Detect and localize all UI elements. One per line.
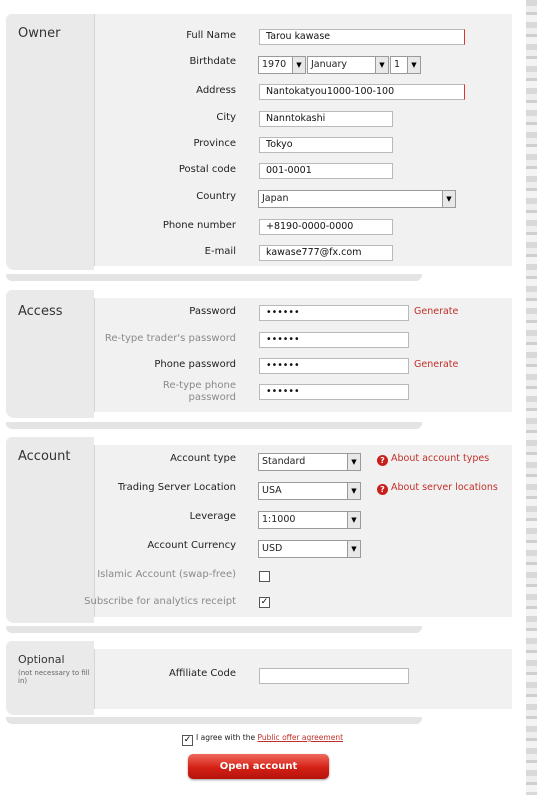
- about-account-types-text: About account types: [391, 453, 490, 464]
- email-label: E-mail: [204, 246, 236, 257]
- section-divider: [6, 274, 422, 281]
- chevron-down-icon: ▼: [442, 191, 455, 207]
- postal-code-label: Postal code: [178, 164, 236, 175]
- optional-fields: [94, 649, 512, 709]
- address-label: Address: [196, 85, 236, 96]
- owner-sidebar: [6, 14, 94, 270]
- retype-phone-password-input[interactable]: ••••••: [259, 384, 409, 400]
- account-section: [6, 437, 512, 623]
- country-select[interactable]: [258, 190, 456, 208]
- help-icon: ?: [377, 455, 388, 466]
- affiliate-code-label: Affiliate Code: [168, 668, 236, 679]
- optional-sidebar: [6, 641, 94, 715]
- generate-phone-password-link[interactable]: Generate: [414, 359, 459, 370]
- account-type-value: Standard: [262, 456, 306, 467]
- islamic-account-checkbox[interactable]: [259, 571, 270, 582]
- phone-input[interactable]: +8190-0000-0000: [259, 219, 393, 235]
- chevron-down-icon: ▼: [375, 57, 388, 73]
- birth-year-select[interactable]: [258, 56, 306, 74]
- agreement-row: [182, 733, 343, 746]
- about-account-types-link[interactable]: [377, 453, 489, 466]
- leverage-label: Leverage: [189, 511, 236, 522]
- chevron-down-icon: ▼: [407, 57, 420, 73]
- checkmark-icon: ✓: [260, 597, 269, 607]
- server-location-label: Trading Server Location: [117, 482, 236, 493]
- optional-subtitle: (not necessary to fill in): [18, 669, 90, 685]
- full-name-input[interactable]: Tarou kawase: [259, 29, 465, 45]
- section-divider: [6, 626, 422, 633]
- province-label: Province: [193, 138, 236, 149]
- optional-section: [6, 641, 512, 715]
- generate-password-link[interactable]: Generate: [414, 306, 459, 317]
- country-label: Country: [196, 191, 236, 202]
- birth-month-select[interactable]: [307, 56, 389, 74]
- agreement-text: I agree with the: [196, 733, 256, 742]
- chevron-down-icon: ▼: [347, 454, 360, 470]
- help-icon: ?: [377, 484, 388, 495]
- affiliate-code-input[interactable]: [259, 668, 409, 684]
- access-title: Access: [18, 304, 63, 319]
- phone-password-label: Phone password: [154, 359, 236, 370]
- birth-month-value: January: [311, 59, 348, 70]
- phone-label: Phone number: [162, 220, 236, 231]
- account-currency-select[interactable]: [258, 540, 361, 558]
- page-edge-strip: [526, 0, 537, 795]
- city-input[interactable]: Nanntokashi: [259, 111, 393, 127]
- leverage-select[interactable]: [258, 511, 361, 529]
- account-currency-value: USD: [262, 543, 283, 554]
- chevron-down-icon: ▼: [347, 541, 360, 557]
- password-input[interactable]: ••••••: [259, 305, 409, 321]
- account-fields: [84, 445, 512, 617]
- postal-code-input[interactable]: 001-0001: [259, 163, 393, 179]
- account-title: Account: [18, 449, 71, 464]
- agreement-checkbox[interactable]: [182, 735, 193, 746]
- birthdate-label: Birthdate: [189, 56, 236, 67]
- optional-title: Optional: [18, 653, 65, 666]
- section-divider: [6, 422, 422, 429]
- retype-password-label: Re-type trader's password: [104, 333, 236, 344]
- birth-day-select[interactable]: [390, 56, 421, 74]
- account-type-select[interactable]: [258, 453, 361, 471]
- access-section: [6, 290, 512, 418]
- chevron-down-icon: ▼: [292, 57, 305, 73]
- chevron-down-icon: ▼: [347, 512, 360, 528]
- chevron-down-icon: ▼: [347, 483, 360, 499]
- server-location-value: USA: [262, 485, 282, 496]
- country-value: Japan: [262, 193, 289, 204]
- password-label: Password: [189, 306, 236, 317]
- leverage-value: 1:1000: [262, 514, 296, 525]
- full-name-label: Full Name: [186, 30, 236, 41]
- about-server-locations-text: About server locations: [391, 482, 498, 493]
- subscribe-analytics-checkbox[interactable]: [259, 597, 270, 608]
- account-type-label: Account type: [170, 453, 236, 464]
- islamic-account-label: Islamic Account (swap-free): [97, 569, 236, 580]
- birth-year-value: 1970: [262, 59, 287, 70]
- owner-section: [6, 14, 512, 270]
- open-account-button[interactable]: Open account: [188, 754, 329, 779]
- city-label: City: [216, 112, 236, 123]
- access-fields: [94, 298, 512, 412]
- public-offer-link[interactable]: Public offer agreement: [257, 733, 344, 742]
- checkmark-icon: ✓: [183, 735, 192, 745]
- owner-title: Owner: [18, 26, 61, 41]
- owner-fields: [94, 14, 512, 266]
- retype-password-input[interactable]: ••••••: [259, 332, 409, 348]
- subscribe-analytics-label: Subscribe for analytics receipt: [84, 596, 236, 607]
- address-input[interactable]: Nantokatyou1000-100-100: [259, 84, 465, 100]
- birth-day-value: 1: [394, 59, 401, 70]
- email-input[interactable]: kawase777@fx.com: [259, 245, 393, 261]
- section-divider: [6, 717, 422, 724]
- about-server-locations-link[interactable]: [377, 482, 498, 495]
- account-sidebar: [6, 437, 94, 623]
- account-currency-label: Account Currency: [147, 540, 236, 551]
- phone-password-input[interactable]: ••••••: [259, 358, 409, 374]
- access-sidebar: [6, 290, 94, 418]
- server-location-select[interactable]: [258, 482, 361, 500]
- retype-phone-password-label: Re-type phone password: [162, 380, 236, 403]
- province-input[interactable]: Tokyo: [259, 137, 393, 153]
